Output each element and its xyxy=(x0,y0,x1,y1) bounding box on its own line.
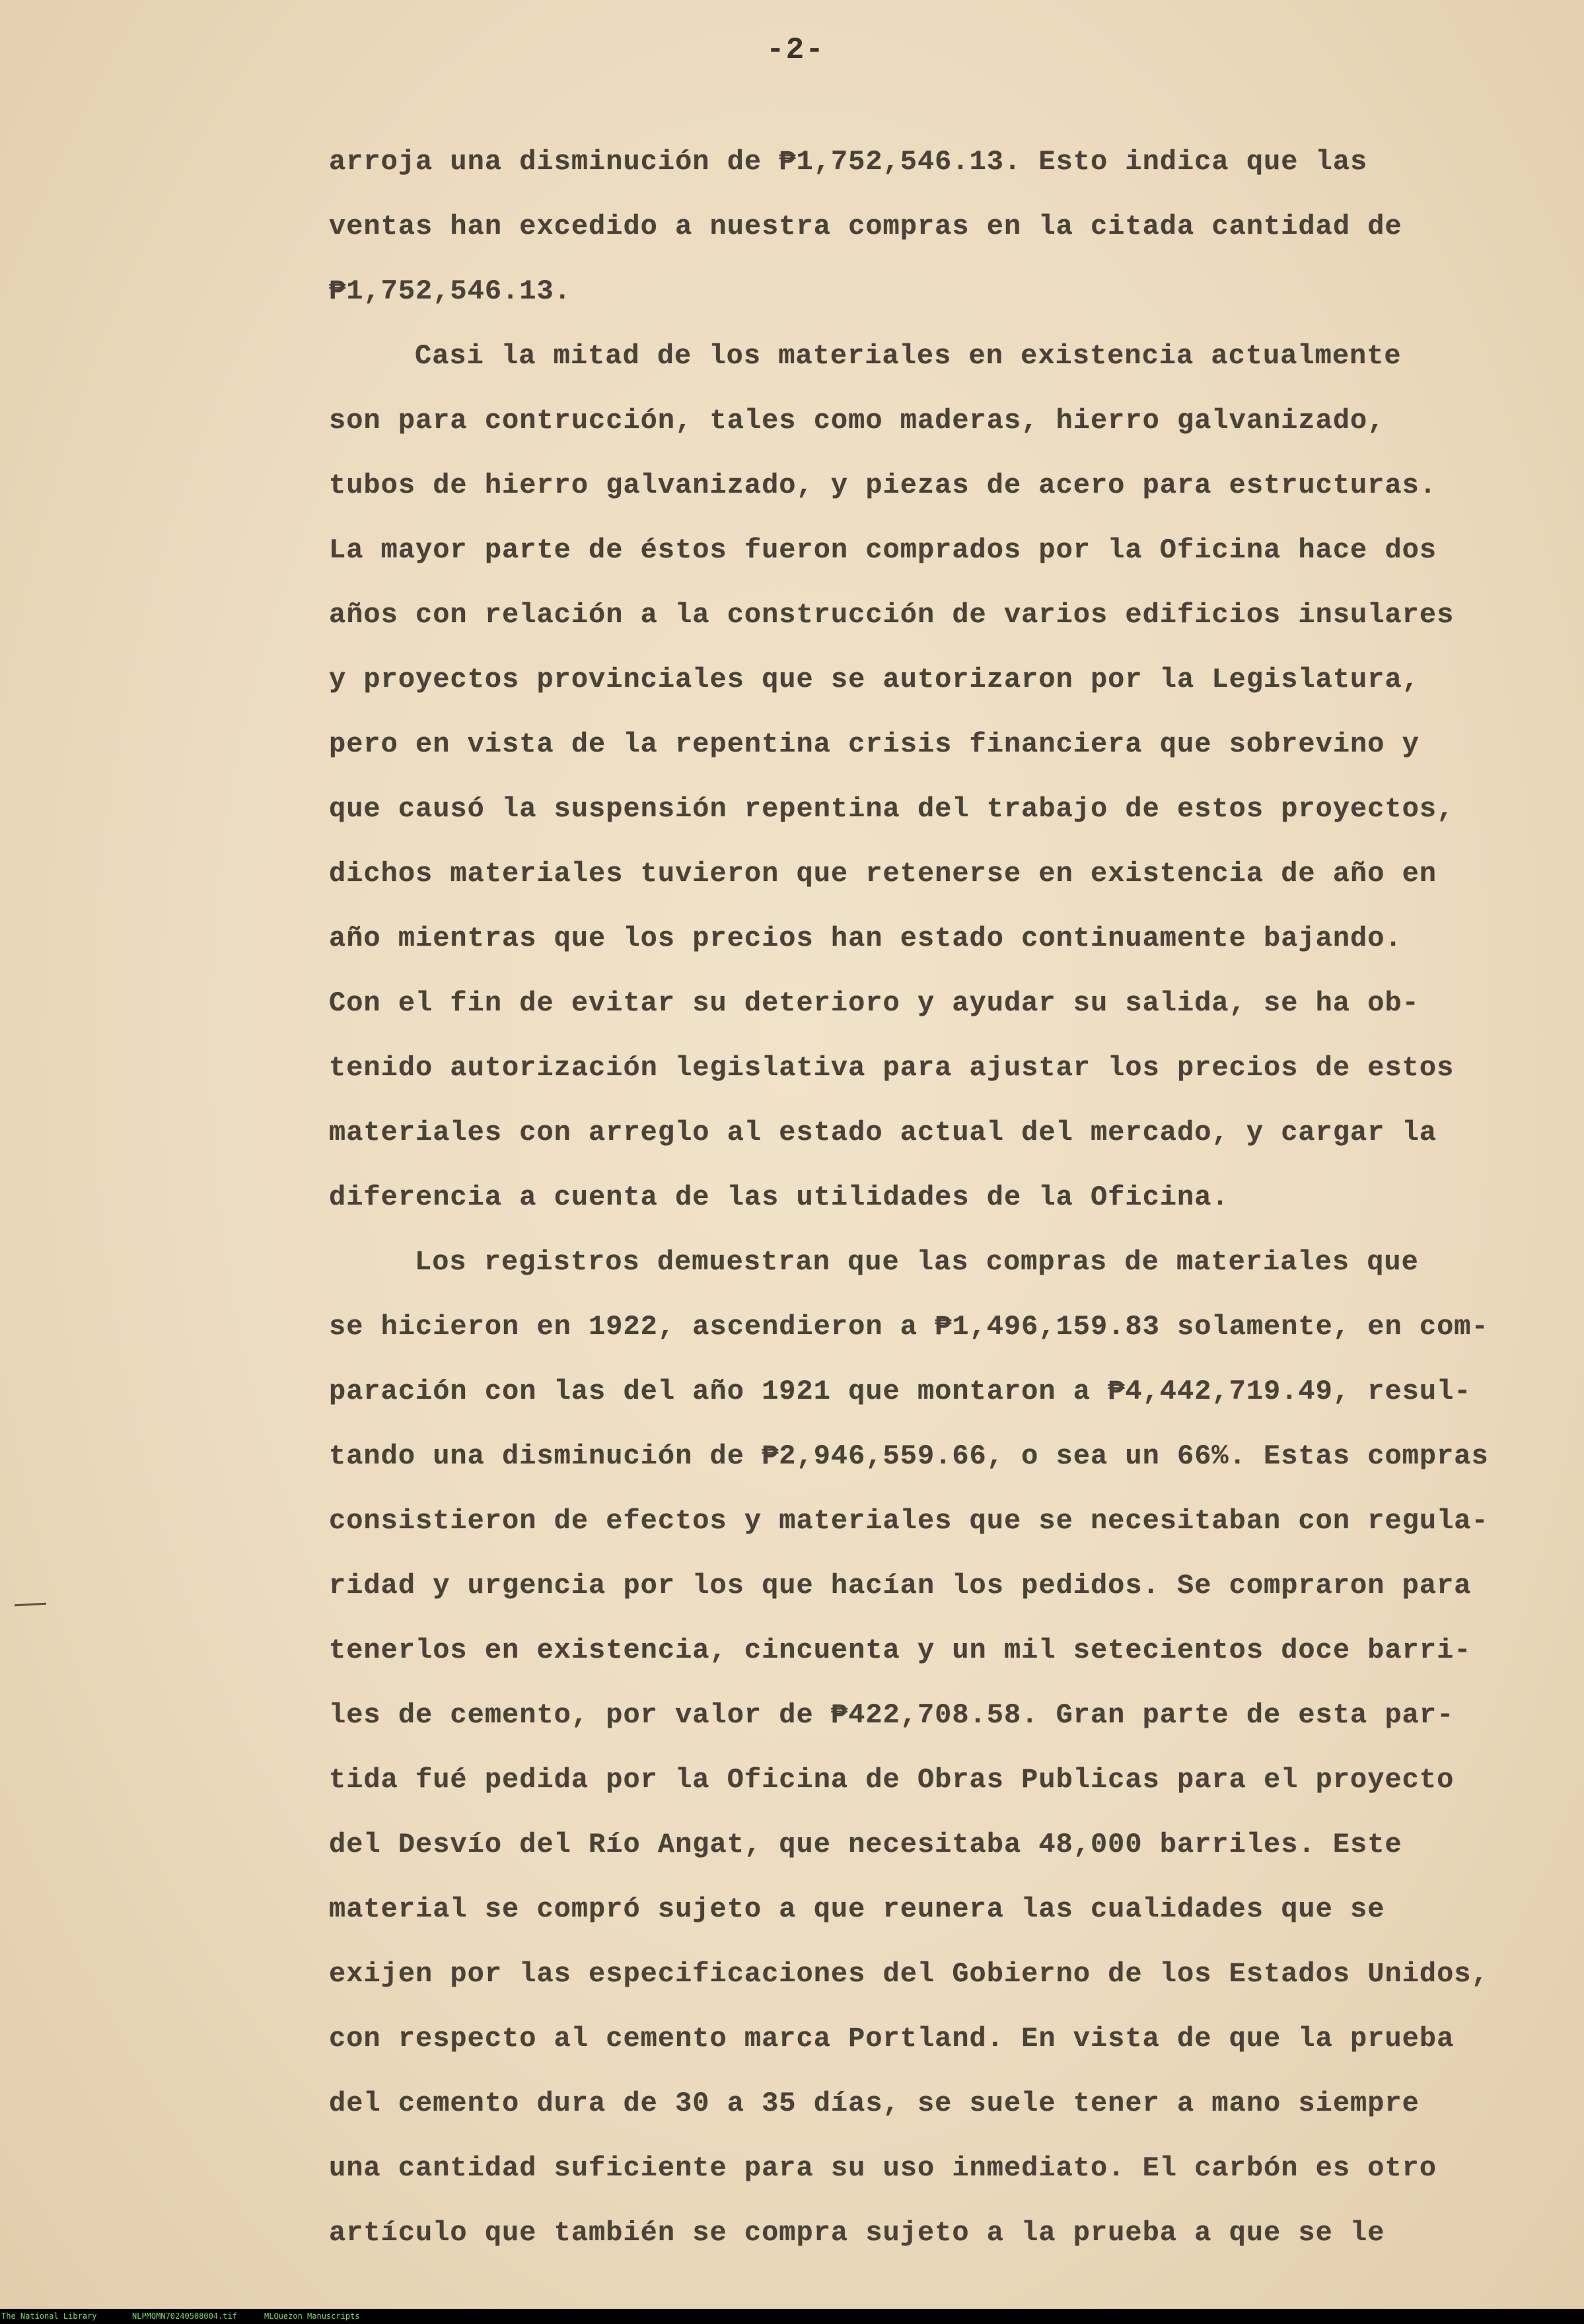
page-number: -2- xyxy=(766,33,825,67)
text-line: les de cemento, por valor de ₱422,708.58. Gran parte de esta par- xyxy=(329,1699,1455,1731)
text-line: año mientras que los precios han estado continuamente bajando. xyxy=(329,923,1402,954)
body-text xyxy=(329,129,1489,2265)
text-line: una cantidad suficiente para su uso inmediato. El carbón es otro xyxy=(329,2152,1437,2184)
text-line: exijen por las especificaciones del Gobierno de los Estados Unidos, xyxy=(329,1958,1489,1990)
text-line: ₱1,752,546.13. xyxy=(329,275,571,307)
text-line: Casi la mitad de los materiales en existencia actualmente xyxy=(415,340,1402,372)
text-line: se hicieron en 1922, ascendieron a ₱1,496,159.83 solamente, en com- xyxy=(329,1311,1489,1343)
text-line: La mayor parte de éstos fueron comprados por la Oficina hace dos xyxy=(329,534,1437,566)
text-line: que causó la suspensión repentina del trabajo de estos proyectos, xyxy=(329,793,1455,825)
text-line: tida fué pedida por la Oficina de Obras Publicas para el proyecto xyxy=(329,1764,1455,1796)
text-line: ridad y urgencia por los que hacían los pedidos. Se compraron para xyxy=(329,1570,1472,1602)
text-line: tenerlos en existencia, cincuenta y un mil setecientos doce barri- xyxy=(329,1635,1472,1666)
text-line: diferencia a cuenta de las utilidades de la Oficina. xyxy=(329,1181,1229,1213)
text-line: del Desvío del Río Angat, que necesitaba 48,000 barriles. Este xyxy=(329,1829,1402,1860)
text-line: tenido autorización legislativa para ajustar los precios de estos xyxy=(329,1052,1455,1084)
text-line: paración con las del año 1921 que montaron a ₱4,442,719.49, resul- xyxy=(329,1376,1472,1407)
footer-collection: MLQuezon Manuscripts xyxy=(264,2311,360,2321)
text-line: arroja una disminución de ₱1,752,546.13. Esto indica que las xyxy=(329,146,1368,178)
text-line: pero en vista de la repentina crisis financiera que sobrevino y xyxy=(329,728,1420,760)
footer-file: NLPMQMN70240508004.tif xyxy=(132,2311,237,2321)
text-line: tubos de hierro galvanizado, y piezas de acero para estructuras. xyxy=(329,470,1437,501)
text-line: materiales con arreglo al estado actual del mercado, y cargar la xyxy=(329,1117,1437,1148)
text-line: años con relación a la construcción de varios edificios insulares xyxy=(329,599,1455,631)
scan-footer xyxy=(0,2309,1584,2324)
text-line: son para contrucción, tales como maderas, hierro galvanizado, xyxy=(329,405,1385,437)
text-line: ventas han excedido a nuestra compras en la citada cantidad de xyxy=(329,211,1402,242)
text-line: con respecto al cemento marca Portland. En vista de que la prueba xyxy=(329,2023,1455,2055)
text-line: del cemento dura de 30 a 35 días, se suele tener a mano siempre xyxy=(329,2088,1420,2119)
text-line: Los registros demuestran que las compras de materiales que xyxy=(415,1246,1419,1278)
footer-library: The National Library xyxy=(1,2311,97,2321)
text-line: y proyectos provinciales que se autorizaron por la Legislatura, xyxy=(329,664,1420,695)
text-line: consistieron de efectos y materiales que se necesitaban con regula- xyxy=(329,1505,1489,1537)
text-line: Con el fin de evitar su deterioro y ayudar su salida, se ha ob- xyxy=(329,987,1420,1019)
text-line: artículo que también se compra sujeto a la prueba a que se le xyxy=(329,2217,1385,2249)
margin-mark xyxy=(15,1603,46,1607)
text-line: material se compró sujeto a que reunera las cualidades que se xyxy=(329,1893,1385,1925)
text-line: tando una disminución de ₱2,946,559.66, o sea un 66%. Estas compras xyxy=(329,1440,1489,1472)
text-line: dichos materiales tuvieron que retenerse en existencia de año en xyxy=(329,858,1437,890)
